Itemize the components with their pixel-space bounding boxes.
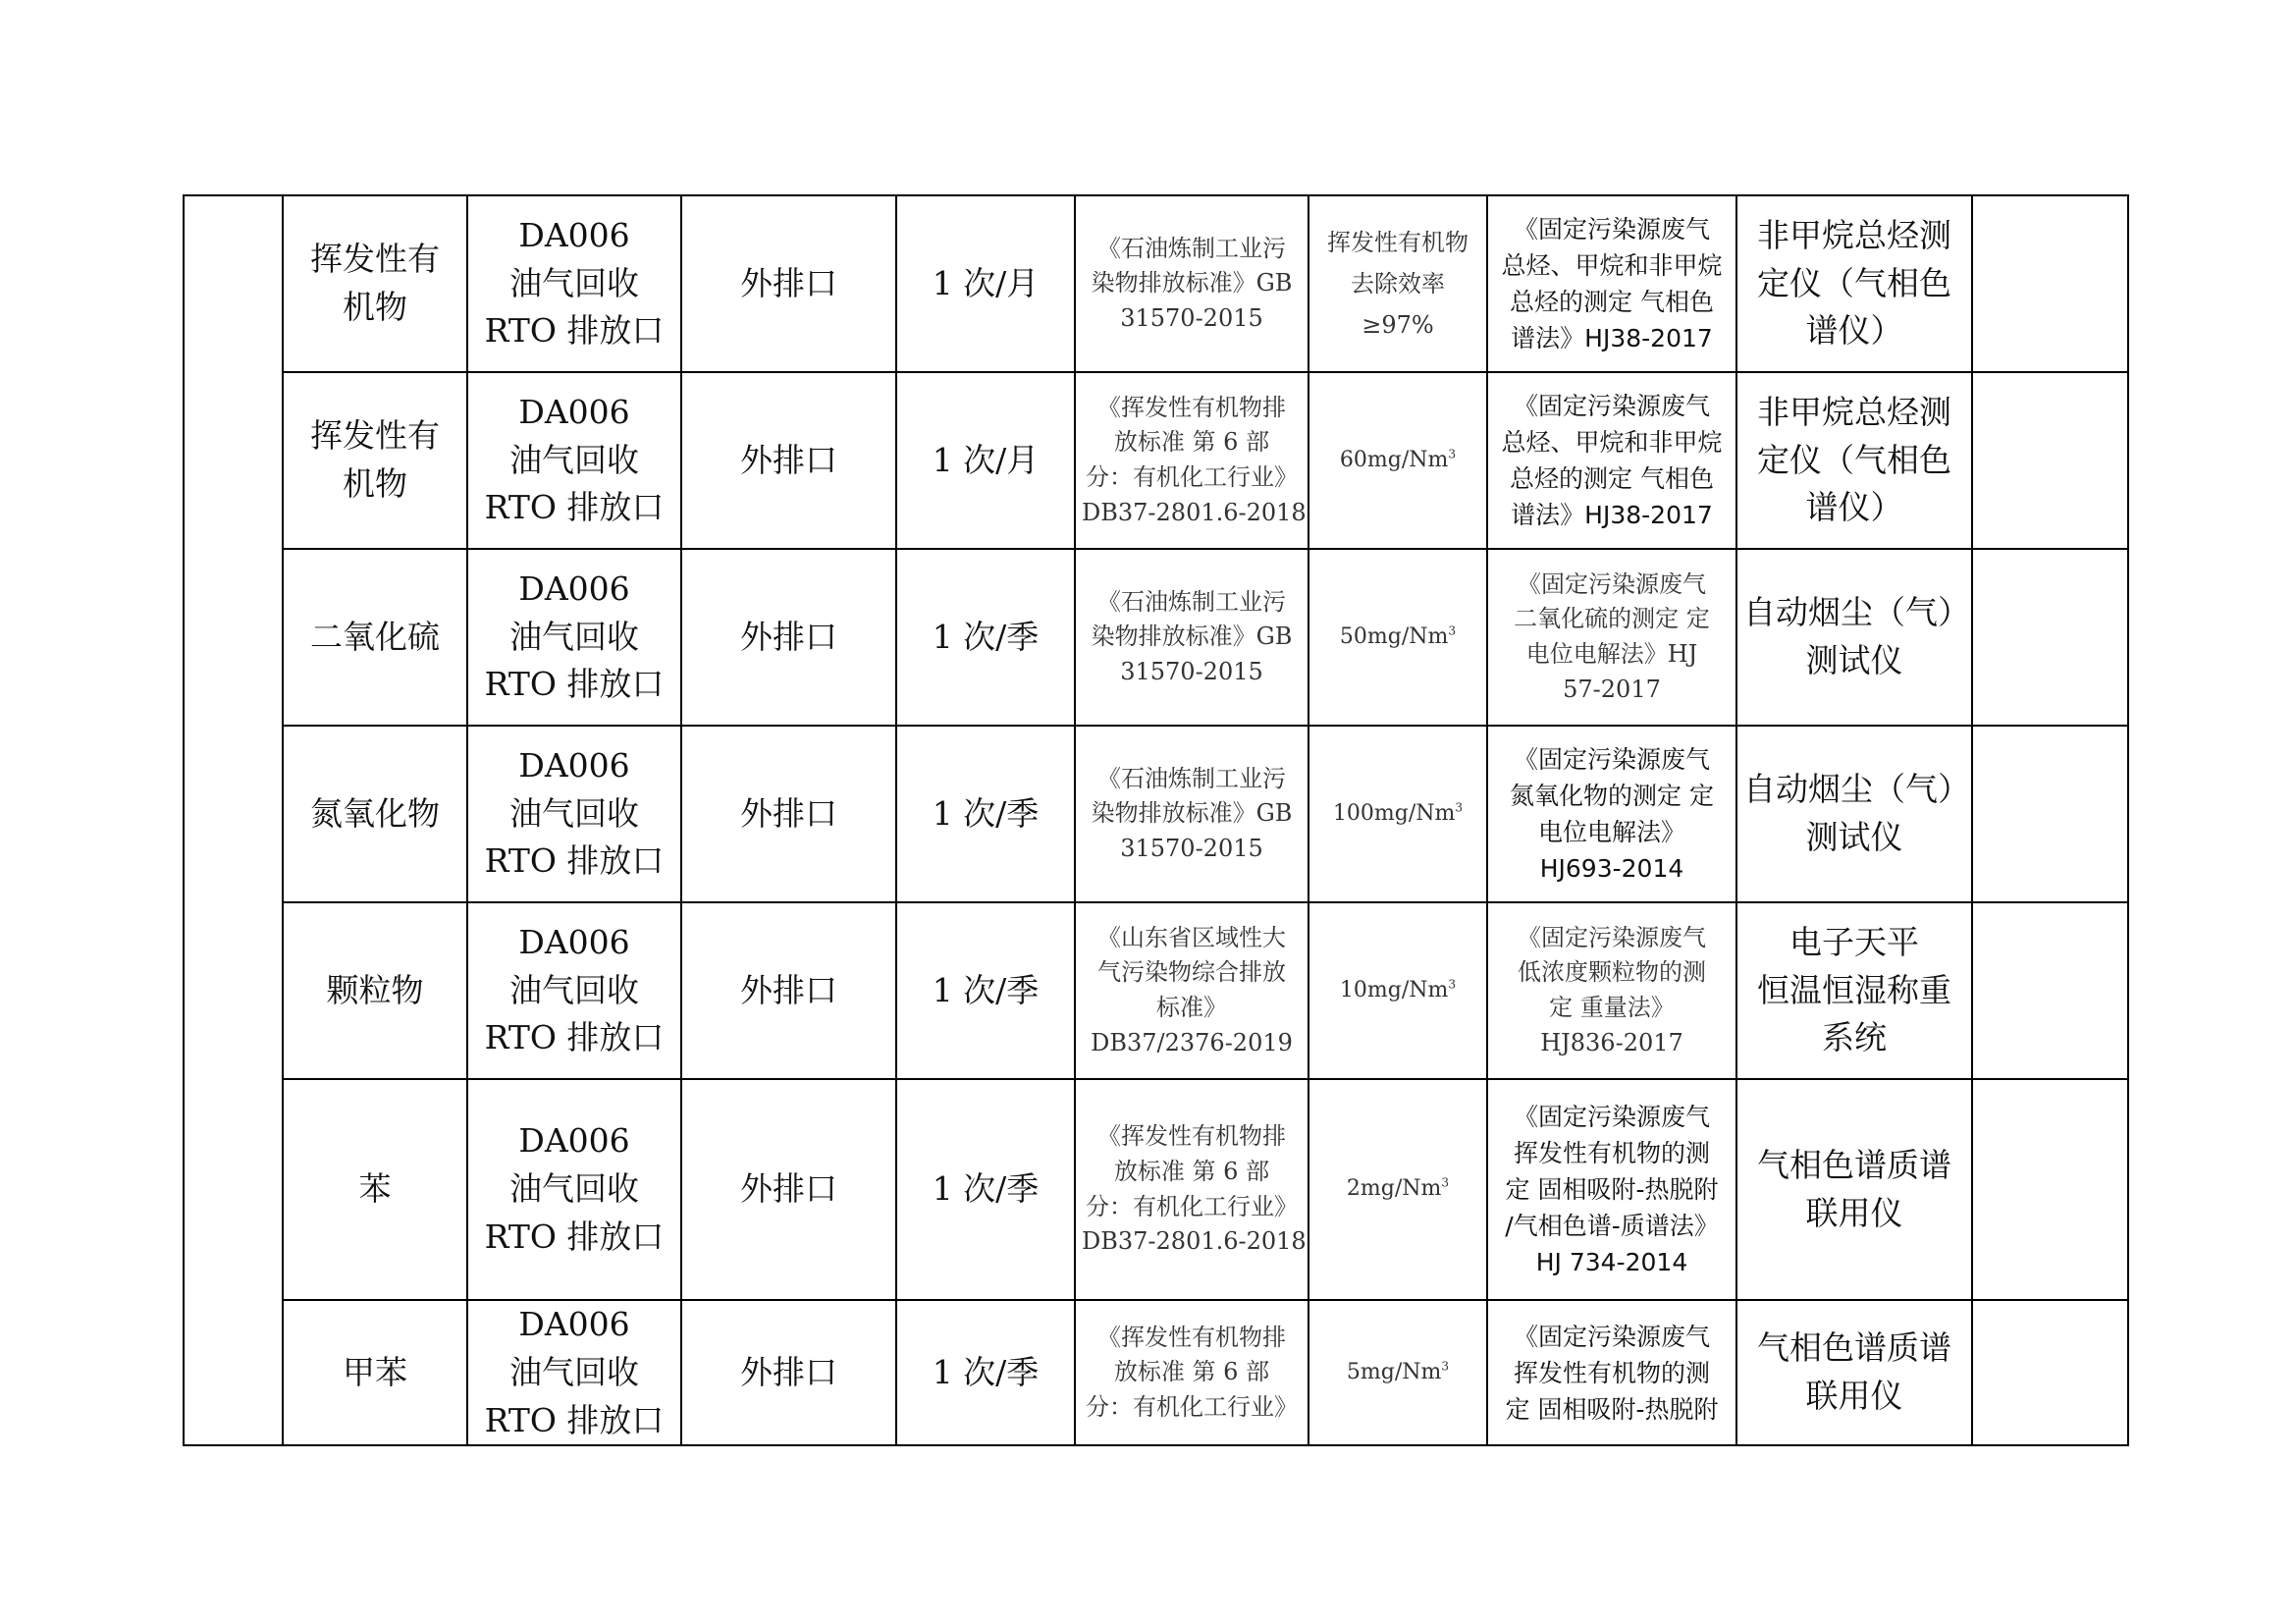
table-row (184, 195, 2128, 372)
limit-cell: 50mg/Nm$^3$ (1308, 549, 1487, 726)
table-row (184, 1300, 2128, 1445)
pollutant-cell: 挥发性有 机物 (283, 372, 467, 549)
standard-cell: 《石油炼制工业污 染物排放标准》GB 31570-2015 (1075, 195, 1308, 372)
pollutant-cell: 颗粒物 (283, 902, 467, 1079)
standard-cell: 《挥发性有机物排 放标准 第 6 部 分：有机化工行业》 (1075, 1300, 1308, 1445)
limit-cell: 2mg/Nm$^3$ (1308, 1079, 1487, 1300)
frequency-cell: 1 次/季 (896, 726, 1075, 902)
instrument-cell: 非甲烷总烃测 定仪（气相色 谱仪） (1736, 195, 1972, 372)
method-cell: 《固定污染源废气 挥发性有机物的测 定 固相吸附-热脱附 (1487, 1300, 1736, 1445)
standard-cell: 《挥发性有机物排 放标准 第 6 部 分：有机化工行业》 DB37-2801.6-2018 (1075, 372, 1308, 549)
monitoring-table (183, 194, 2129, 1446)
table-body (184, 195, 2128, 1445)
remark-cell (1972, 1300, 2128, 1445)
outlet-type-cell: 外排口 (681, 726, 896, 902)
method-cell: 《固定污染源废气 氮氧化物的测定 定 电位电解法》 HJ693-2014 (1487, 726, 1736, 902)
table-row (184, 1079, 2128, 1300)
remark-cell (1972, 902, 2128, 1079)
instrument-cell: 气相色谱质谱 联用仪 (1736, 1300, 1972, 1445)
standard-cell: 《石油炼制工业污 染物排放标准》GB 31570-2015 (1075, 549, 1308, 726)
outlet-cell: DA006 油气回收 RTO 排放口 (467, 549, 681, 726)
method-cell: 《固定污染源废气 总烃、甲烷和非甲烷 总烃的测定 气相色 谱法》HJ38-2017 (1487, 195, 1736, 372)
limit-cell: 5mg/Nm$^3$ (1308, 1300, 1487, 1445)
outlet-cell: DA006 油气回收 RTO 排放口 (467, 726, 681, 902)
remark-cell (1972, 195, 2128, 372)
instrument-cell: 气相色谱质谱 联用仪 (1736, 1079, 1972, 1300)
remark-cell (1972, 372, 2128, 549)
frequency-cell: 1 次/季 (896, 1300, 1075, 1445)
table-row (184, 726, 2128, 902)
outlet-type-cell: 外排口 (681, 902, 896, 1079)
outlet-type-cell: 外排口 (681, 1300, 896, 1445)
instrument-cell: 自动烟尘（气） 测试仪 (1736, 549, 1972, 726)
instrument-cell: 电子天平 恒温恒湿称重 系统 (1736, 902, 1972, 1079)
table-row (184, 372, 2128, 549)
table-row (184, 549, 2128, 726)
pollutant-cell: 挥发性有 机物 (283, 195, 467, 372)
method-cell: 《固定污染源废气 二氧化硫的测定 定 电位电解法》HJ 57-2017 (1487, 549, 1736, 726)
pollutant-cell: 二氧化硫 (283, 549, 467, 726)
standard-cell: 《山东省区域性大 气污染物综合排放 标准》 DB37/2376-2019 (1075, 902, 1308, 1079)
frequency-cell: 1 次/季 (896, 549, 1075, 726)
limit-cell: 100mg/Nm$^3$ (1308, 726, 1487, 902)
outlet-cell: DA006 油气回收 RTO 排放口 (467, 372, 681, 549)
table-row (184, 902, 2128, 1079)
limit-cell: 10mg/Nm$^3$ (1308, 902, 1487, 1079)
category-cell (184, 195, 283, 1445)
instrument-cell: 自动烟尘（气） 测试仪 (1736, 726, 1972, 902)
outlet-cell: DA006 油气回收 RTO 排放口 (467, 1300, 681, 1445)
remark-cell (1972, 726, 2128, 902)
limit-cell: 60mg/Nm$^3$ (1308, 372, 1487, 549)
outlet-cell: DA006 油气回收 RTO 排放口 (467, 902, 681, 1079)
frequency-cell: 1 次/月 (896, 195, 1075, 372)
remark-cell (1972, 549, 2128, 726)
outlet-cell: DA006 油气回收 RTO 排放口 (467, 1079, 681, 1300)
method-cell: 《固定污染源废气 低浓度颗粒物的测 定 重量法》 HJ836-2017 (1487, 902, 1736, 1079)
remark-cell (1972, 1079, 2128, 1300)
standard-cell: 《挥发性有机物排 放标准 第 6 部 分：有机化工行业》 DB37-2801.6-2018 (1075, 1079, 1308, 1300)
pollutant-cell: 苯 (283, 1079, 467, 1300)
pollutant-cell: 甲苯 (283, 1300, 467, 1445)
outlet-cell: DA006 油气回收 RTO 排放口 (467, 195, 681, 372)
frequency-cell: 1 次/月 (896, 372, 1075, 549)
method-cell: 《固定污染源废气 总烃、甲烷和非甲烷 总烃的测定 气相色 谱法》HJ38-2017 (1487, 372, 1736, 549)
method-cell: 《固定污染源废气 挥发性有机物的测 定 固相吸附-热脱附 /气相色谱-质谱法》 HJ 734-2014 (1487, 1079, 1736, 1300)
outlet-type-cell: 外排口 (681, 1079, 896, 1300)
frequency-cell: 1 次/季 (896, 902, 1075, 1079)
outlet-type-cell: 外排口 (681, 549, 896, 726)
outlet-type-cell: 外排口 (681, 372, 896, 549)
frequency-cell: 1 次/季 (896, 1079, 1075, 1300)
limit-cell: 挥发性有机物 去除效率 ≥97% (1308, 195, 1487, 372)
standard-cell: 《石油炼制工业污 染物排放标准》GB 31570-2015 (1075, 726, 1308, 902)
pollutant-cell: 氮氧化物 (283, 726, 467, 902)
outlet-type-cell: 外排口 (681, 195, 896, 372)
instrument-cell: 非甲烷总烃测 定仪（气相色 谱仪） (1736, 372, 1972, 549)
